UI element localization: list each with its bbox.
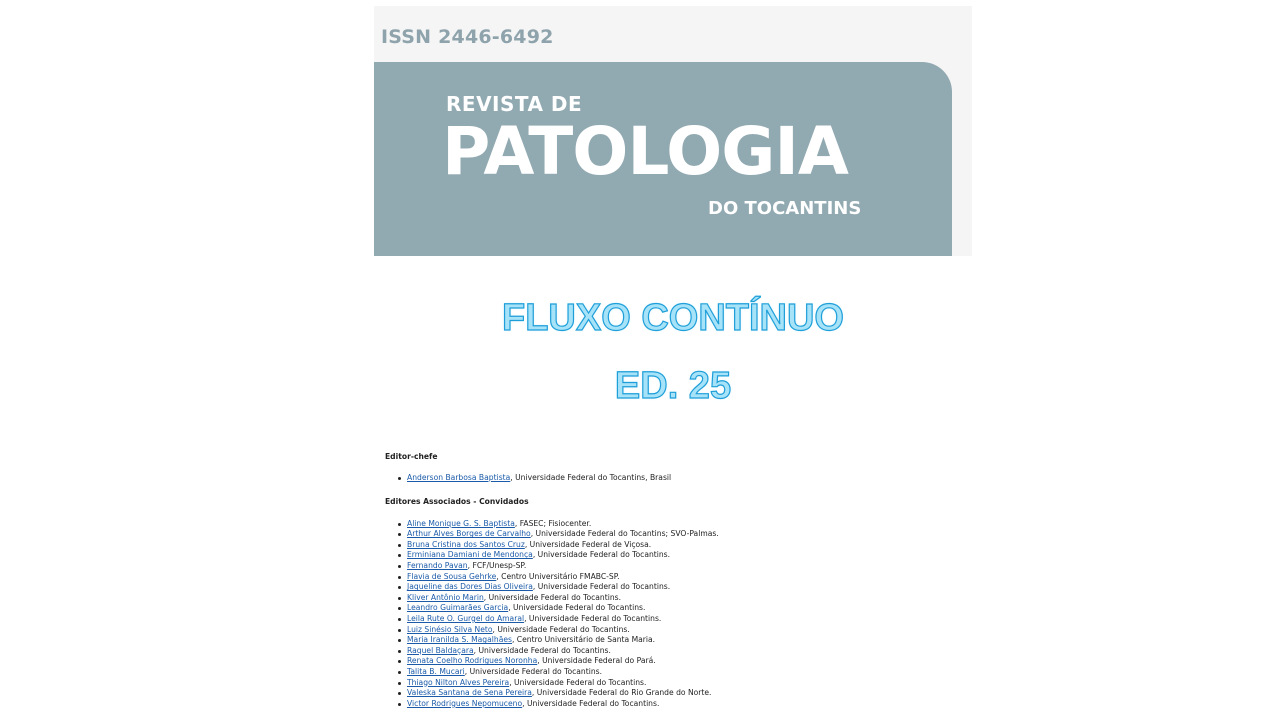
list-item <box>385 614 945 625</box>
associates-title: Editores Associados - Convidados <box>385 496 529 506</box>
associates-list <box>385 519 945 710</box>
list-item <box>385 473 945 484</box>
editor-affiliation: , Universidade Federal de Viçosa. <box>524 539 652 549</box>
editor-affiliation: , Universidade Federal do Rio Grande do Norte. <box>531 688 712 698</box>
list-item <box>385 561 945 572</box>
headline-edition: ED. 25 <box>614 365 732 407</box>
list-item <box>385 667 945 678</box>
editor-affiliation: , Universidade Federal do Tocantins. <box>492 624 630 634</box>
list-item <box>385 593 945 604</box>
list-item <box>385 678 945 689</box>
headline-fluxo: FLUXO CONTÍNUO <box>502 297 844 339</box>
editor-affiliation: , Universidade Federal do Tocantins. <box>483 592 622 602</box>
editor-link[interactable]: Raquel Baldaçara <box>407 645 474 655</box>
editor-link[interactable]: Jaqueline das Dores Dias Oliveira <box>407 582 533 592</box>
list-item <box>385 625 945 636</box>
editor-link[interactable]: Fernando Pavan <box>407 560 468 570</box>
editor-link[interactable]: Bruna Cristina dos Santos Cruz <box>407 539 525 549</box>
editor-link[interactable]: Leila Rute O. Gurgel do Amaral <box>407 613 525 623</box>
list-item <box>385 699 945 710</box>
editor-link[interactable]: Kliver Antônio Marin <box>407 592 484 602</box>
editor-affiliation: , Universidade Federal do Tocantins. <box>522 698 660 708</box>
editor-affiliation: , Universidade Federal do Tocantins. <box>532 550 671 560</box>
list-item <box>385 635 945 646</box>
editor-affiliation: , Universidade Federal do Tocantins. <box>532 582 671 592</box>
list-item <box>385 529 945 540</box>
editor-link[interactable]: Arthur Alves Borges de Carvalho <box>407 529 531 539</box>
list-item <box>385 540 945 551</box>
banner-title-line2: PATOLOGIA <box>442 113 849 190</box>
editorial-board <box>385 451 945 709</box>
editor-affiliation: , Universidade Federal do Tocantins. <box>473 645 611 655</box>
editor-affiliation: , Universidade Federal do Tocantins. <box>509 677 647 687</box>
editor-link[interactable]: Leandro Guimarães Garcia <box>407 603 509 613</box>
journal-banner <box>374 6 972 256</box>
editor-affiliation: , Centro Universitário FMABC-SP. <box>496 571 620 581</box>
editor-affiliation: , Universidade Federal do Tocantins; SVO-Palmas. <box>530 529 719 539</box>
editor-link[interactable]: Renata Coelho Rodrigues Noronha <box>407 656 538 666</box>
list-item <box>385 603 945 614</box>
list-item <box>385 519 945 530</box>
editor-affiliation: , Universidade Federal do Pará. <box>537 656 656 666</box>
editor-link[interactable]: Victor Rodrigues Nepomuceno <box>407 698 523 708</box>
editor-affiliation: , Universidade Federal do Tocantins. <box>508 603 646 613</box>
editor-affiliation: , Centro Universitário de Santa Maria. <box>511 635 656 645</box>
editor-link[interactable]: Valeska Santana de Sena Pereira <box>407 688 532 698</box>
editor-link[interactable]: Erminiana Damiani de Mendonça <box>407 550 533 560</box>
list-item <box>385 688 945 699</box>
editor-link[interactable]: Flavia de Sousa Gehrke <box>407 571 497 581</box>
editor-affiliation: , Universidade Federal do Tocantins. <box>524 613 662 623</box>
issn-label: ISSN 2446-6492 <box>381 26 554 48</box>
list-item <box>385 572 945 583</box>
editor-affiliation: , Universidade Federal do Tocantins. <box>464 666 603 676</box>
editor-affiliation: , FCF/Unesp-SP. <box>467 560 527 570</box>
editor-link[interactable]: Aline Monique G. S. Baptista <box>407 518 515 528</box>
banner-slate <box>374 62 952 256</box>
editor-link[interactable]: Thiago Nilton Alves Pereira <box>407 677 510 687</box>
editor-link[interactable]: Luiz Sinésio Silva Neto <box>407 624 493 634</box>
list-item <box>385 550 945 561</box>
list-item <box>385 656 945 667</box>
editor-link[interactable]: Talita B. Mucari <box>407 666 465 676</box>
editor-affiliation: , Universidade Federal do Tocantins, Brasil <box>510 473 672 482</box>
editor-chief-title: Editor-chefe <box>385 452 438 461</box>
editor-chief-list <box>385 473 945 484</box>
list-item <box>385 646 945 657</box>
list-item <box>385 582 945 593</box>
editor-affiliation: , FASEC; Fisiocenter. <box>514 518 592 528</box>
banner-title-line3: DO TOCANTINS <box>708 198 862 219</box>
editor-link[interactable]: Anderson Barbosa Baptista <box>407 473 511 482</box>
editor-link[interactable]: Maria Iranilda S. Magalhães <box>407 635 512 645</box>
banner-title-line1: REVISTA DE <box>446 92 583 116</box>
